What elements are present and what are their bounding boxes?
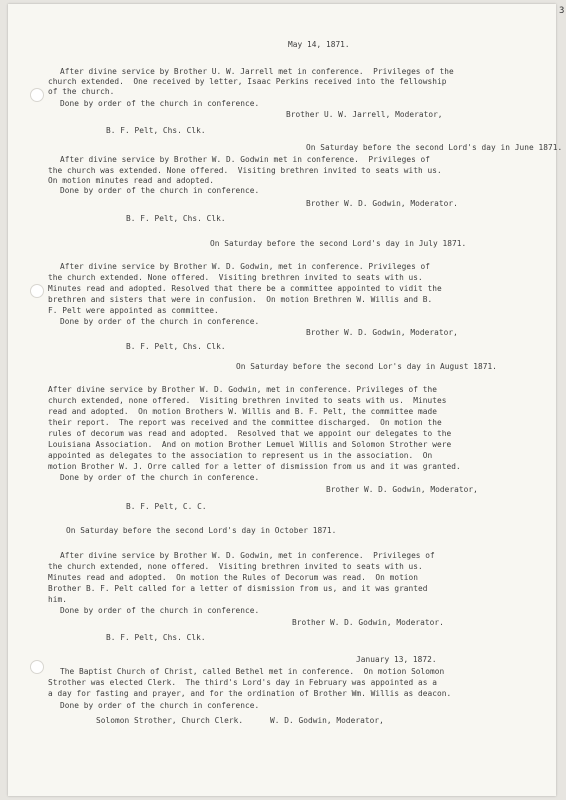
entry-moderator: Brother U. W. Jarrell, Moderator, — [286, 110, 443, 119]
entry-text-line: The Baptist Church of Christ, called Bethel met in conference. On motion Solomon — [60, 667, 445, 676]
entry-done-line: Done by order of the church in conference. — [60, 317, 260, 326]
entry-text-line: After divine service by Brother W. D. Godwin, met in conference. Privileges of — [60, 262, 431, 271]
entry-text-line: Minutes read and adopted. On motion the Rules of Decorum was read. On motion — [48, 573, 419, 582]
punch-hole — [30, 284, 44, 298]
entry-text-line: rules of decorum was read and adopted. Resolved that we appoint our delegates to the — [48, 429, 452, 438]
entry-text-line: their report. The report was received and the committee discharged. On motion the — [48, 418, 442, 427]
entry-clerk: B. F. Pelt, C. C. — [126, 502, 207, 511]
entry-text-line: read and adopted. On motion Brothers W. Willis and B. F. Pelt, the committee made — [48, 407, 438, 416]
entry-text-line: church extended. One received by letter, Isaac Perkins received into the fellowship — [48, 77, 447, 86]
punch-hole — [30, 660, 44, 674]
entry-clerk: B. F. Pelt, Chs. Clk. — [126, 214, 226, 223]
entry-text-line: Brother B. F. Pelt called for a letter of dismission from us, and it was granted — [48, 584, 428, 593]
entry-clerk: B. F. Pelt, Chs. Clk. — [106, 633, 206, 642]
entry-text-line: motion Brother W. J. Orre called for a letter of dismission from us and it was granted. — [48, 462, 461, 471]
entry-text-line: him. — [48, 595, 67, 604]
entry-text-line: F. Pelt were appointed as committee. — [48, 306, 219, 315]
entry-moderator: Brother W. D. Godwin, Moderator. — [306, 199, 458, 208]
entry-text-line: After divine service by Brother U. W. Jarrell met in conference. Privileges of the — [60, 67, 454, 76]
entry-text-line: a day for fasting and prayer, and for the ordination of Brother Wm. Willis as deacon. — [48, 689, 452, 698]
entry-date: On Saturday before the second Lor's day in August 1871. — [236, 362, 497, 371]
entry-text-line: the church was extended. None offered. Visiting brethren invited to seats with us. — [48, 166, 442, 175]
document-page — [8, 4, 565, 796]
entry-date: On Saturday before the second Lord's day in July 1871. — [210, 239, 467, 248]
entry-date: January 13, 1872. — [356, 655, 437, 664]
punch-hole — [30, 88, 44, 102]
entry-moderator: Brother W. D. Godwin, Moderator, — [326, 485, 478, 494]
entry-clerk: B. F. Pelt, Chs. Clk. — [126, 342, 226, 351]
entry-text-line: of the church. — [48, 87, 115, 96]
entry-text-line: Louisiana Association. And on motion Brother Lemuel Willis and Solomon Strother were — [48, 440, 452, 449]
entry-clerk: B. F. Pelt, Chs. Clk. — [106, 126, 206, 135]
entry-text-line: church extended, none offered. Visiting brethren invited to seats with us. Minutes — [48, 396, 447, 405]
entry-text-line: the church extended, none offered. Visiting brethren invited to seats with us. — [48, 562, 423, 571]
entry-moderator: Brother W. D. Godwin, Moderator, — [306, 328, 458, 337]
entry-text-line: the church extended. None offered. Visiting brethren invited to seats with us. — [48, 273, 423, 282]
entry-text-line: brethren and sisters that were in confusion. On motion Brethren W. Willis and B. — [48, 295, 433, 304]
entry-date: On Saturday before the second Lord's day in June 1871. — [306, 143, 563, 152]
entry-done-line: Done by order of the church in conference. — [60, 606, 260, 615]
entry-moderator: Brother W. D. Godwin, Moderator. — [292, 618, 444, 627]
entry-text-line: Minutes read and adopted. Resolved that there be a committee appointed to vidit the — [48, 284, 442, 293]
entry-clerk: Solomon Strother, Church Clerk. — [96, 716, 244, 725]
page-number: 3 — [559, 6, 565, 16]
entry-moderator: W. D. Godwin, Moderator, — [270, 716, 384, 725]
entry-date: On Saturday before the second Lord's day in October 1871. — [66, 526, 337, 535]
entry-done-line: Done by order of the church in conference. — [60, 473, 260, 482]
entry-done-line: Done by order of the church in conference. — [60, 701, 260, 710]
entry-text-line: After divine service by Brother W. D. Godwin, met in conference. Privileges of the — [48, 385, 438, 394]
entry-done-line: Done by order of the church in conference. — [60, 99, 260, 108]
entry-done-line: Done by order of the church in conference. — [60, 186, 260, 195]
entry-text-line: After divine service by Brother W. D. Godwin, met in conference. Privileges of — [60, 551, 435, 560]
entry-text-line: After divine service by Brother W. D. Godwin met in conference. Privileges of — [60, 155, 431, 164]
entry-text-line: Strother was elected Clerk. The third's Lord's day in February was appointed as a — [48, 678, 438, 687]
entry-text-line: On motion minutes read and adopted. — [48, 176, 215, 185]
entry-date: May 14, 1871. — [288, 40, 350, 49]
entry-text-line: appointed as delegates to the association to represent us in the association. On — [48, 451, 433, 460]
